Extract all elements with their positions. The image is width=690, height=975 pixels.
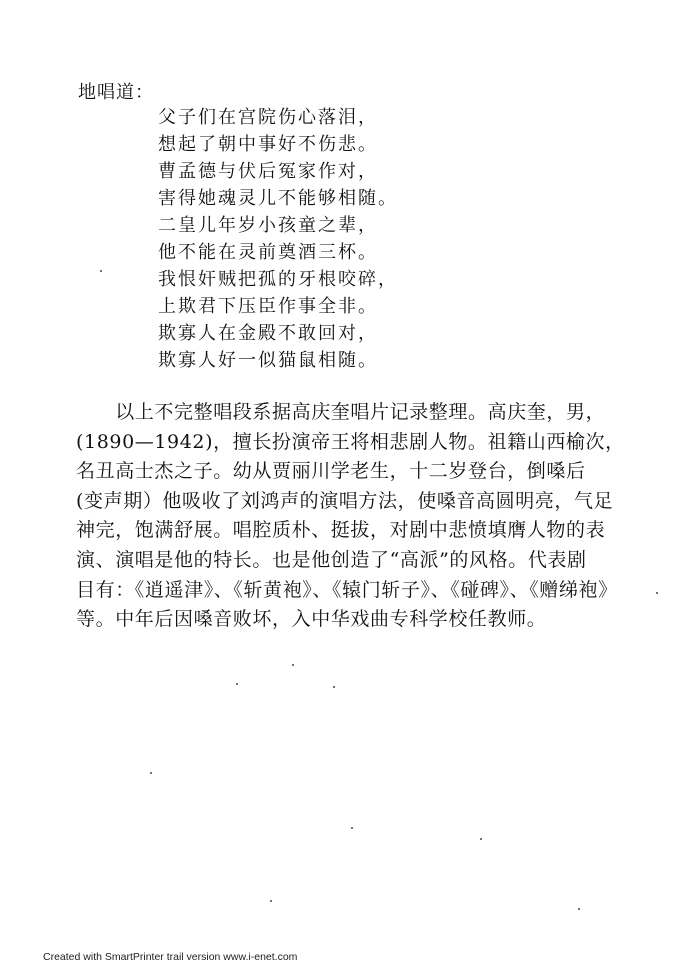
scan-speck bbox=[351, 827, 353, 829]
verse-line: 上欺君下压臣作事全非。 bbox=[158, 296, 378, 317]
scan-speck bbox=[480, 838, 482, 840]
paragraph-line: (变声期）他吸收了刘鸿声的演唱方法，使嗓音高圆明亮，气足 bbox=[76, 489, 614, 512]
paragraph-line: 以上不完整唱段系据高庆奎唱片记录整理。高庆奎，男， bbox=[76, 401, 606, 423]
scan-speck bbox=[270, 900, 272, 902]
verse-line: 我恨奸贼把孤的牙根咬碎， bbox=[158, 269, 398, 290]
verse-block bbox=[158, 104, 398, 374]
scan-speck bbox=[578, 908, 580, 910]
scan-speck bbox=[100, 270, 102, 272]
verse-line: 曹孟德与伏后冤家作对， bbox=[158, 161, 378, 182]
verse-line: 欺寡人在金殿不敢回对， bbox=[158, 323, 378, 344]
intro-text: 地唱道： bbox=[78, 82, 154, 103]
scan-speck bbox=[292, 664, 294, 666]
biography-paragraph bbox=[76, 398, 672, 635]
paragraph-line: (1890—1942)，擅长扮演帝王将相悲剧人物。祖籍山西榆次， bbox=[76, 430, 625, 453]
watermark-footer: Created with SmartPrinter trail version www.i-enet.com bbox=[43, 951, 298, 963]
paragraph-line: 名丑高士杰之子。幼从贾丽川学老生，十二岁登台，倒嗓后 bbox=[76, 460, 586, 483]
verse-line: 父子们在宫院伤心落泪， bbox=[158, 107, 378, 128]
verse-line: 二皇儿年岁小孩童之辈， bbox=[158, 215, 378, 236]
scan-speck bbox=[150, 772, 152, 774]
paragraph-line: 演、演唱是他的特长。也是他创造了“高派”的风格。代表剧 bbox=[76, 548, 587, 571]
paragraph-line: 神完，饱满舒展。唱腔质朴、挺拔，对剧中悲愤填膺人物的表 bbox=[76, 519, 606, 542]
verse-line: 害得她魂灵儿不能够相随。 bbox=[158, 188, 398, 209]
verse-line: 想起了朝中事好不伤悲。 bbox=[158, 134, 378, 155]
scan-speck bbox=[333, 686, 335, 688]
paragraph-line: 等。中年后因嗓音败坏，入中华戏曲专科学校任教师。 bbox=[76, 608, 547, 631]
scan-speck bbox=[656, 592, 658, 594]
verse-line: 欺寡人好一似猫鼠相随。 bbox=[158, 350, 378, 371]
verse-line: 他不能在灵前奠酒三杯。 bbox=[158, 242, 378, 263]
scan-speck bbox=[236, 683, 238, 685]
paragraph-line: 目有：《逍遥津》、《斩黄袍》、《辕门斩子》、《碰碑》、《赠绨袍》 bbox=[76, 578, 618, 601]
